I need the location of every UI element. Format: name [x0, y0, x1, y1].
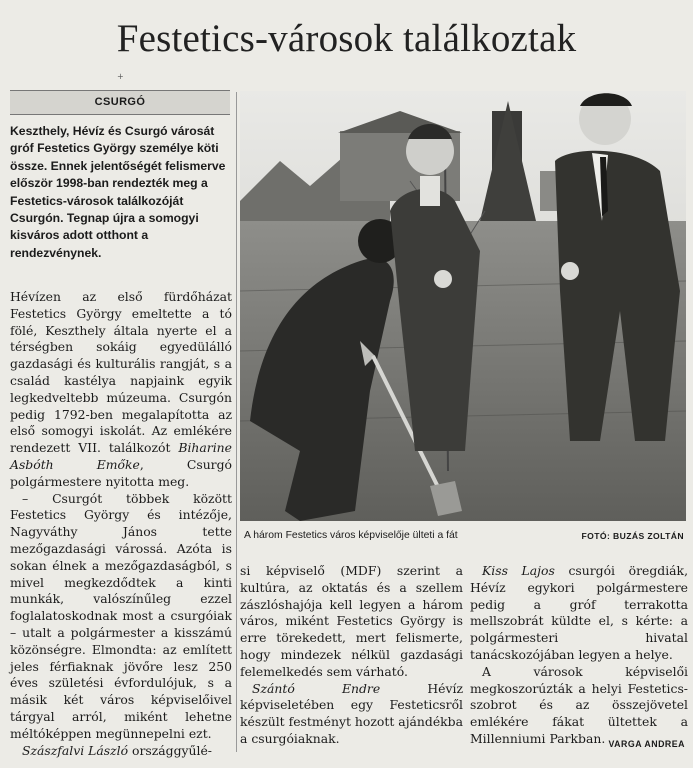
body-paragraph: Szántó Endre Hévíz képviseletében egy Festeticsről készült festményt hozott ajándékba a csurgóiaknak. — [240, 680, 463, 746]
print-mark: + — [117, 72, 124, 81]
body-column-2 — [240, 563, 463, 748]
person-name: Biharine Asbóth Emőke — [10, 440, 232, 472]
body-column-1 — [10, 289, 232, 759]
news-photo — [240, 91, 686, 521]
photo-caption: A három Festetics város képviselője ülteti a fát — [244, 530, 458, 541]
person-name: Szászfalvi László — [22, 742, 129, 758]
photo-caption-row — [240, 528, 686, 544]
kicker-location: CSURGÓ — [10, 90, 230, 115]
photo-credit: FOTÓ: BUZÁS ZOLTÁN — [581, 531, 684, 541]
author-byline: VARGA ANDREA — [608, 739, 685, 749]
person-name: Kiss Lajos — [482, 563, 555, 578]
body-paragraph: si képviselő (MDF) szerint a kultúra, az oktatás és a szellem zászlóshajója kell legyen a három város, miként Festetics György is erre törekedett, mert felismerte, hogy mindezek nélkül gazdasági felemelkedés sem várható. — [240, 563, 463, 679]
column-rule — [236, 92, 237, 752]
body-paragraph: A városok képviselői megkoszorúzták a helyi Festetics-szobrot és az összejövetel emlékére fákat ültettek a Millenniumi Parkban. — [470, 663, 688, 746]
lead-paragraph: Keszthely, Hévíz és Csurgó városát gróf Festetics György személye köti össze. Ennek jelentőségét felismerve először 1998-ban rendezték meg a Festetics-városok találkozóját Csurgón. Tegnap újra a somogyi kisváros adott otthont a rendezvénynek. — [10, 124, 226, 260]
body-paragraph: Kiss Lajos csurgói öregdiák, Hévíz egykori polgármestere pedig a gróf terrakotta mellszobrát küldte el, s kérte: a polgármesteri hivatal tanácskozójában legyen a helye. — [470, 563, 689, 662]
headline: Festetics-városok találkoztak — [116, 17, 577, 60]
person-name: Szántó Endre — [252, 680, 381, 696]
body-column-3 — [470, 563, 688, 748]
body-paragraph: Szászfalvi László országgyűlé- — [22, 742, 212, 758]
body-paragraph: – Csurgót többek között Festetics György és intézője, Nagyváthy János tette mezőgazdasági várossá. Azóta is sokan élnek a mezőgazdaságból, s mivel megkezdődtek a kinti munkák, valószínűleg ezzel foglalatoskodnak most a csurgóiak – utalt a polgármester a kisszámú közönségre. Elmondta: az említett jeles férfiaknak jövőre lesz 250 éves születési évfordulójuk, s a másik két város képviselőivel tárgyal arról, miként lehetne méltóképpen megünnepelni ezt. — [10, 490, 232, 741]
body-paragraph: Hévízen az első fürdőházat Festetics György emeltette a tó fölé, Keszthely általa nyerte el a térségben sokáig egyedülálló gazdasági és kulturális rangját, s a család kastélya napjaink egyik legkedveltebb múzeuma. Csurgón pedig 1792-ben megalapította az első somogyi iskolát. Az emlékére rendezett VII. találkozót Biharine Asbóth Emőke, Csurgó polgármestere nyitotta meg. — [10, 289, 232, 489]
